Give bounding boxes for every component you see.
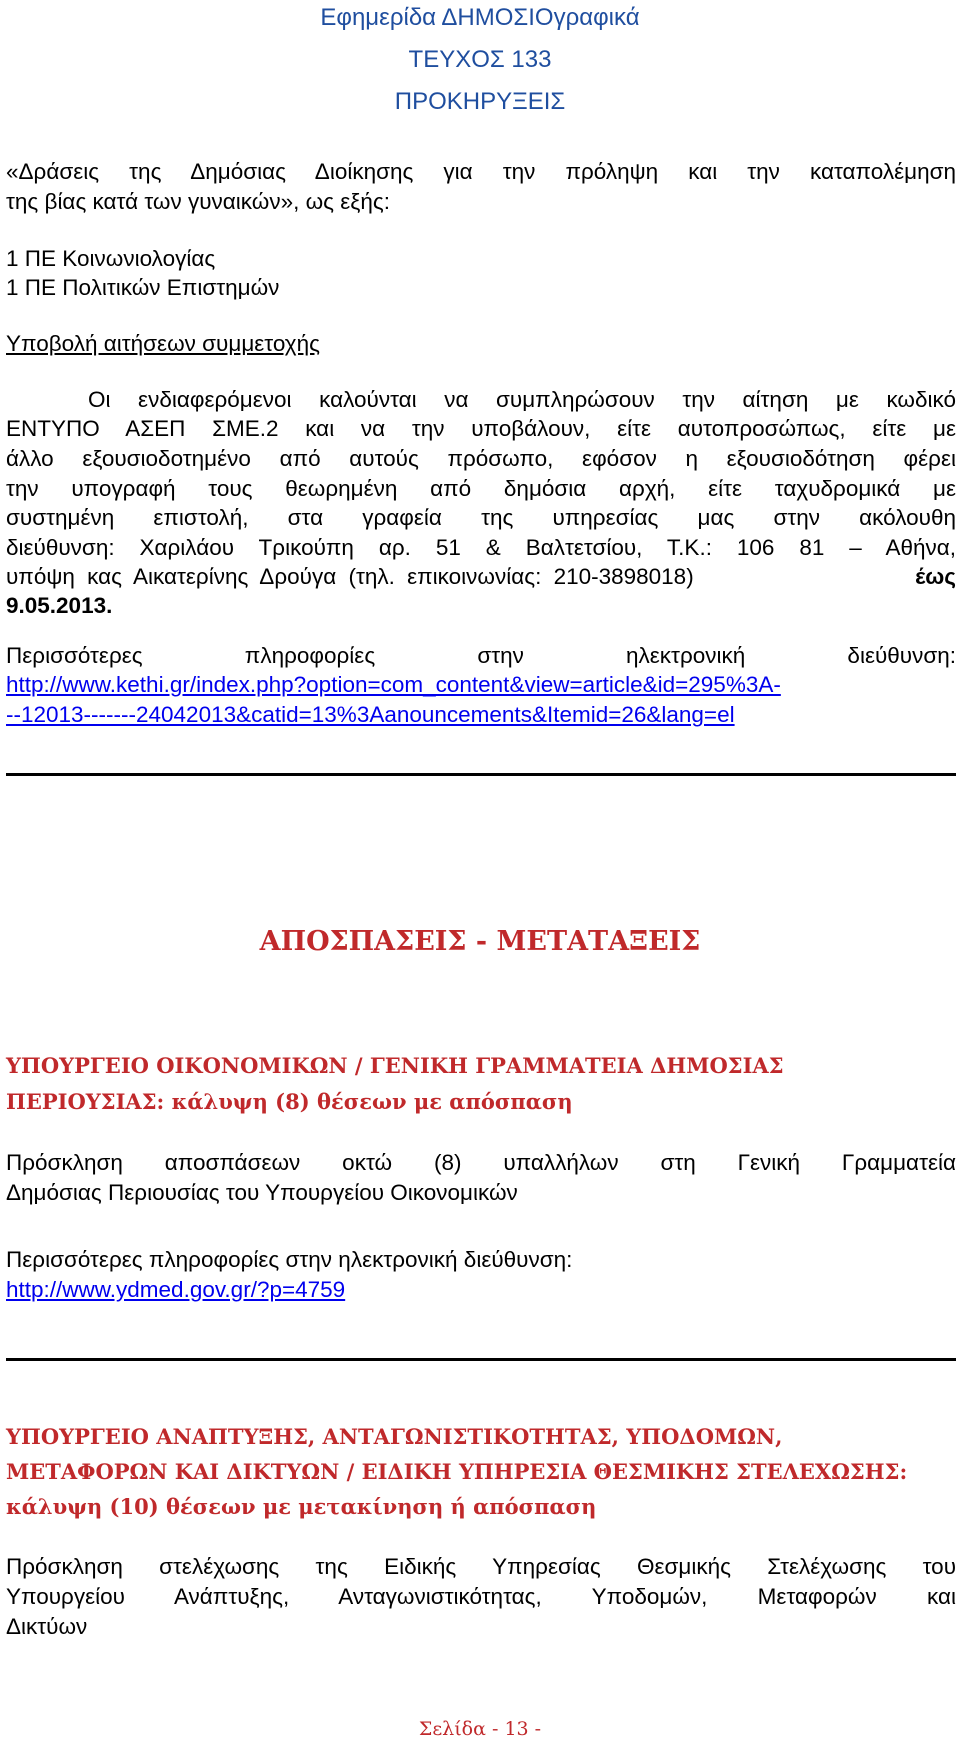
item2-heading-line-1: ΥΠΟΥΡΓΕΙΟ ΑΝΑΠΤΥΞΗΣ, ΑΝΤΑΓΩΝΙΣΤΙΚΟΤΗΤΑΣ, ΥΠΟΔΟΜΩΝ,: [6, 1424, 783, 1449]
item1-body-line-2: Δημόσιας Περιουσίας του Υπουργείου Οικονομικών: [6, 1180, 518, 1205]
item2-body-line-3: Δικτύων: [6, 1614, 88, 1639]
position-item: 1 ΠΕ Πολιτικών Επιστημών: [6, 275, 280, 300]
position-item: 1 ΠΕ Κοινωνιολογίας: [6, 246, 216, 271]
item2-body-line-2: Υπουργείου Ανάπτυξης, Ανταγωνιστικότητας, Υποδομών, Μεταφορών και: [6, 1584, 956, 1609]
submission-line: την υπογραφή τους θεωρημένη από δημόσια αρχή, είτε ταχυδρομικά με: [6, 476, 956, 501]
section-title: ΠΡΟΚΗΡΥΞΕΙΣ: [394, 88, 566, 115]
item1-heading-line-2: ΠΕΡΙΟΥΣΙΑΣ: κάλυψη (8) θέσεων με απόσπαση: [6, 1089, 573, 1114]
item1-body-line-1: Πρόσκληση αποσπάσεων οκτώ (8) υπαλλήλων στη Γενική Γραμματεία: [6, 1150, 956, 1175]
item1-more-info-label: Περισσότερες πληροφορίες στην ηλεκτρονική διεύθυνση:: [6, 1247, 573, 1272]
submission-line: ΕΝΤΥΠΟ ΑΣΕΠ ΣΜΕ.2 και να την υποβάλουν, είτε αυτοπροσώπως, είτε με: [6, 416, 956, 441]
intro-line-2: της βίας κατά των γυναικών», ως εξής:: [6, 189, 390, 214]
intro-line-1: «Δράσεις της Δημόσιας Διοίκησης για την πρόληψη και την καταπολέμηση: [6, 159, 956, 184]
ydmed-link[interactable]: http://www.ydmed.gov.gr/?p=4759: [6, 1277, 346, 1302]
submission-heading: Υποβολή αιτήσεων συμμετοχής: [6, 331, 320, 356]
submission-line: υπόψη κας Αικατερίνης Δρούγα (τηλ. επικοινωνίας: 210-3898018): [6, 564, 694, 589]
deadline-prefix: έως: [915, 564, 956, 589]
page-number: Σελίδα - 13 -: [418, 1718, 542, 1740]
deadline-date: [6, 590, 956, 622]
newspaper-title: Εφημερίδα ΔΗΜΟΣΙΟγραφικά: [320, 4, 640, 31]
deadline-date-text: 9.05.2013.: [6, 593, 113, 618]
section-divider: [6, 773, 956, 776]
submission-line: διεύθυνση: Χαριλάου Τρικούπη αρ. 51 & Βαλτετσίου, Τ.Κ.: 106 81 – Αθήνα,: [6, 535, 956, 560]
submission-deadline-line: [6, 561, 956, 593]
item1-heading-line-1: ΥΠΟΥΡΓΕΙΟ ΟΙΚΟΝΟΜΙΚΩΝ / ΓΕΝΙΚΗ ΓΡΑΜΜΑΤΕΙΑ ΔΗΜΟΣΙΑΣ: [6, 1053, 784, 1078]
item2-heading-line-2: ΜΕΤΑΦΟΡΩΝ ΚΑΙ ΔΙΚΤΥΩΝ / ΕΙΔΙΚΗ ΥΠΗΡΕΣΙΑ ΘΕΣΜΙΚΗΣ ΣΤΕΛΕΧΩΣΗΣ:: [6, 1459, 908, 1484]
item2-body-line-1: Πρόσκληση στελέχωσης της Ειδικής Υπηρεσίας Θεσμικής Στελέχωσης του: [6, 1554, 956, 1579]
submission-line: Οι ενδιαφερόμενοι καλούνται να συμπληρώσουν την αίτηση με κωδικό: [88, 387, 956, 412]
submission-line: συστημένη επιστολή, στα γραφεία της υπηρεσίας μας στην ακόλουθη: [6, 505, 956, 530]
item2-heading-line-3: κάλυψη (10) θέσεων με μετακίνηση ή απόσπαση: [6, 1494, 597, 1519]
section-divider: [6, 1358, 956, 1361]
issue-number: ΤΕΥΧΟΣ 133: [408, 46, 552, 73]
kethi-link-continued[interactable]: --12013-------24042013&catid=13%3Aanouncements&Itemid=26&lang=el: [6, 702, 735, 727]
kethi-link[interactable]: http://www.kethi.gr/index.php?option=com_content&view=article&id=295%3A-: [6, 672, 781, 697]
more-info-label: Περισσότερες πληροφορίες στην ηλεκτρονική διεύθυνση:: [6, 643, 956, 668]
submission-line: άλλο εξουσιοδοτημένο από αυτούς πρόσωπο, εφόσον η εξουσιοδότηση φέρει: [6, 446, 956, 471]
section2-title: ΑΠΟΣΠΑΣΕΙΣ - ΜΕΤΑΤΑΞΕΙΣ: [259, 926, 701, 957]
